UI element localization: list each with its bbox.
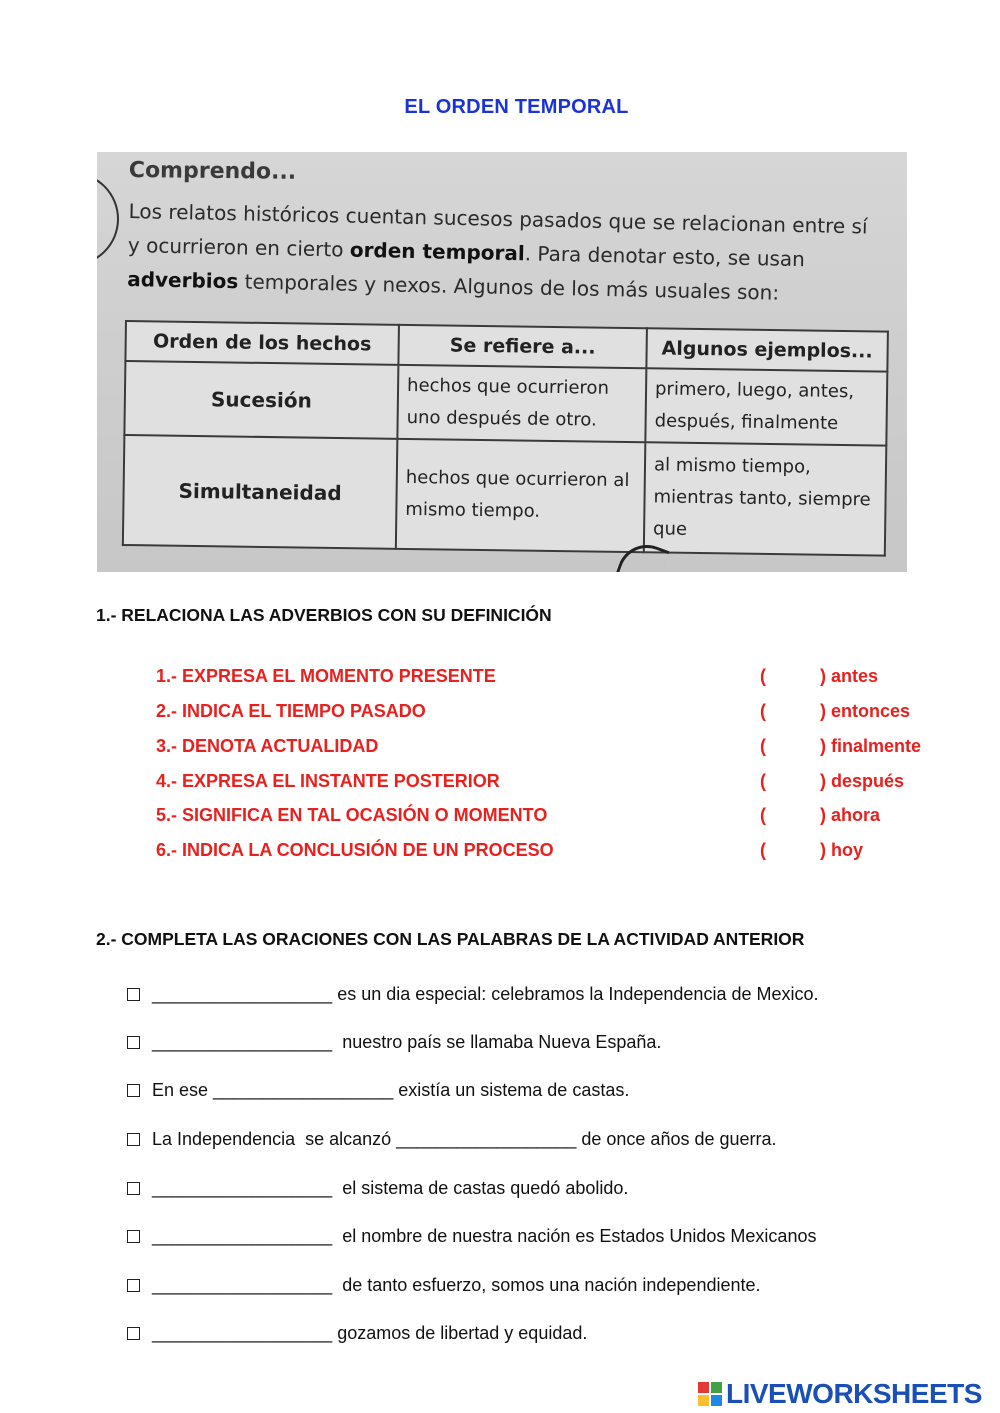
liveworksheets-brand[interactable] <box>698 1378 982 1410</box>
sentence-item <box>127 1129 777 1150</box>
liveworksheets-logo-icon <box>698 1382 722 1406</box>
adverb-word: ) finalmente <box>820 736 922 756</box>
logo-square <box>711 1382 722 1393</box>
sentence-item <box>127 1032 661 1053</box>
sentence-text[interactable]: __________________ el nombre de nuestra nación es Estados Unidos Mexicanos <box>152 1226 817 1246</box>
answer-blank[interactable]: ( <box>760 701 766 721</box>
logo-square <box>711 1395 722 1406</box>
sentence-text[interactable]: En ese __________________ existía un sistema de castas. <box>152 1080 630 1100</box>
sentence-item <box>127 1178 628 1199</box>
textbook-table <box>122 320 889 557</box>
textbook-heading: Comprendo... <box>128 158 297 185</box>
checkbox[interactable] <box>127 1327 140 1340</box>
sentence-text[interactable]: __________________ es un dia especial: celebramos la Independencia de Mexico. <box>152 984 819 1004</box>
table-row <box>123 435 886 556</box>
logo-square <box>698 1395 709 1406</box>
adverb-word: ) antes <box>820 666 879 686</box>
table-cell: Simultaneidad <box>123 435 398 549</box>
sentence-item <box>127 1226 816 1247</box>
section2-heading: 2.- COMPLETA LAS ORACIONES CON LAS PALABRAS DE LA ACTIVIDAD ANTERIOR <box>96 929 805 949</box>
checkbox[interactable] <box>127 1036 140 1049</box>
checkbox[interactable] <box>127 1279 140 1292</box>
table-cell: hechos que ocurrieron al mismo tiempo. <box>396 439 646 552</box>
page-title: EL ORDEN TEMPORAL <box>404 96 629 118</box>
table-header: Se refiere a... <box>398 325 647 368</box>
textbook-paragraph: Los relatos históricos cuentan sucesos pasados que se relacionan entre sí y ocurrieron en cierto orden temporal. Para denotar esto, se usan adverbios temporales y nexos. Algunos de los más usuales son: <box>126 198 868 305</box>
answer-blank[interactable]: ( <box>760 840 766 860</box>
checkbox[interactable] <box>127 1133 140 1146</box>
table-cell: hechos que ocurrieron uno después de otro. <box>397 365 646 442</box>
textbook-photo <box>97 152 907 572</box>
sentence-item <box>127 984 819 1005</box>
table-cell: Sucesión <box>124 361 398 439</box>
table-cell: al mismo tiempo, mientras tanto, siempre que <box>644 442 887 555</box>
section1-heading: 1.- RELACIONA LAS ADVERBIOS CON SU DEFINICIÓN <box>96 605 552 625</box>
answer-blank[interactable]: ( <box>760 805 766 825</box>
sentence-item <box>127 1080 629 1101</box>
sentence-text[interactable]: __________________ gozamos de libertad y equidad. <box>152 1323 588 1343</box>
definition-item: 3.- DENOTA ACTUALIDAD <box>156 736 379 756</box>
checkbox[interactable] <box>127 1182 140 1195</box>
definition-item: 2.- INDICA EL TIEMPO PASADO <box>156 701 426 721</box>
sentence-text[interactable]: La Independencia se alcanzó __________________ de once años de guerra. <box>152 1129 777 1149</box>
adverb-word: ) después <box>820 771 905 791</box>
answer-blank[interactable]: ( <box>760 666 766 686</box>
logo-square <box>698 1382 709 1393</box>
table-header: Orden de los hechos <box>125 321 399 365</box>
adverb-word: ) hoy <box>820 840 863 860</box>
answer-blank[interactable]: ( <box>760 771 766 791</box>
table-header: Algunos ejemplos... <box>646 328 888 371</box>
checkbox[interactable] <box>127 988 140 1001</box>
binding-curve <box>97 172 119 266</box>
checkbox[interactable] <box>127 1230 140 1243</box>
brand-name: LIVEWORKSHEETS <box>726 1378 982 1409</box>
adverb-word: ) entonces <box>820 701 911 721</box>
definition-item: 5.- SIGNIFICA EN TAL OCASIÓN O MOMENTO <box>156 805 548 825</box>
definition-item: 4.- EXPRESA EL INSTANTE POSTERIOR <box>156 771 500 791</box>
checkbox[interactable] <box>127 1084 140 1097</box>
sentence-text[interactable]: __________________ de tanto esfuerzo, somos una nación independiente. <box>152 1275 761 1295</box>
sentence-text[interactable]: __________________ el sistema de castas quedó abolido. <box>152 1178 629 1198</box>
sentence-item <box>127 1323 587 1344</box>
adverb-word: ) ahora <box>820 805 881 825</box>
sentence-item <box>127 1275 761 1296</box>
table-row <box>124 361 887 446</box>
table-cell: primero, luego, antes, después, finalmente <box>645 368 887 445</box>
sentence-text[interactable]: __________________ nuestro país se llamaba Nueva España. <box>152 1032 662 1052</box>
definition-item: 1.- EXPRESA EL MOMENTO PRESENTE <box>156 666 496 686</box>
answer-blank[interactable]: ( <box>760 736 766 756</box>
definition-item: 6.- INDICA LA CONCLUSIÓN DE UN PROCESO <box>156 840 554 860</box>
